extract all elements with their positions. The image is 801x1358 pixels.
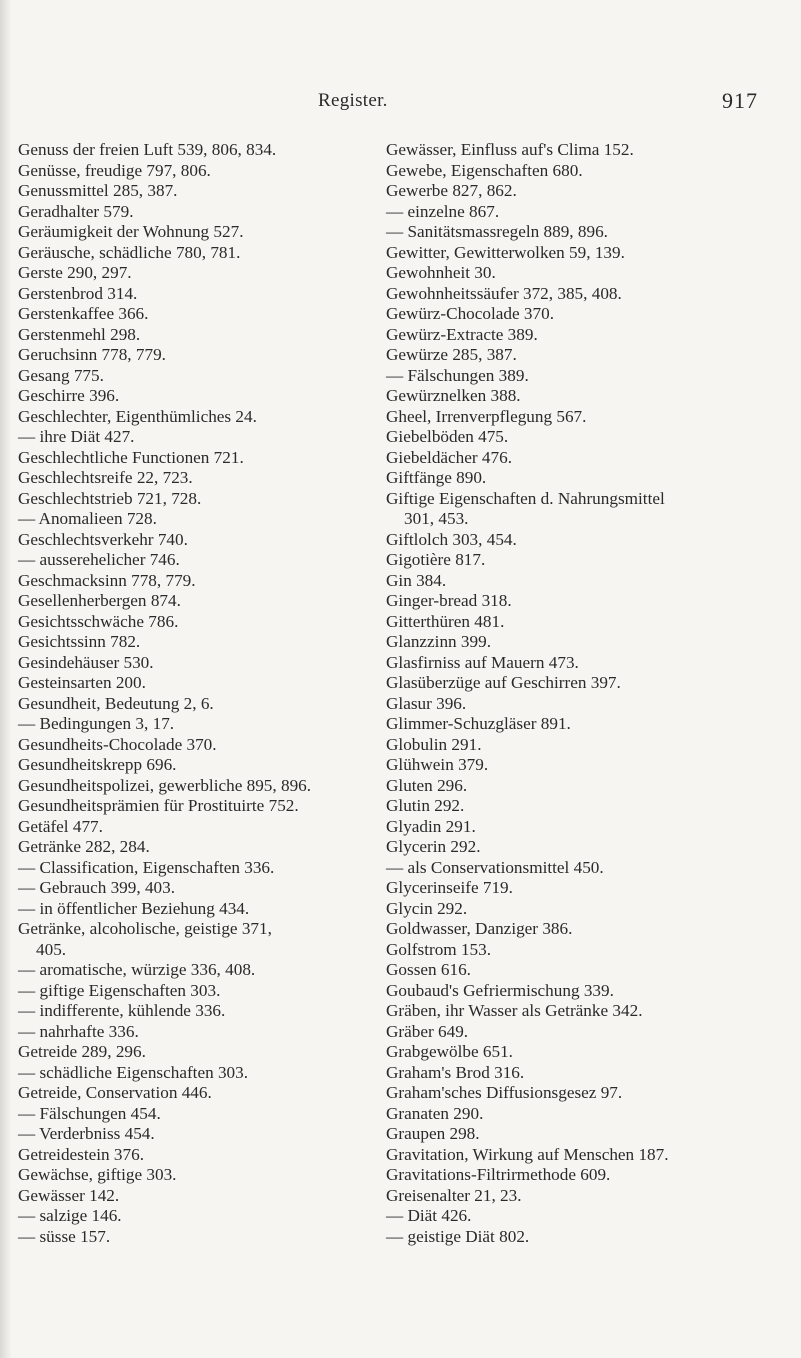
index-entry: Gesundheit, Bedeutung 2, 6.: [18, 693, 214, 713]
index-entry: Goubaud's Gefriermischung 339.: [386, 980, 614, 1000]
index-entry: Geräumigkeit der Wohnung 527.: [18, 222, 244, 241]
index-entry: — ausserehelicher 746.: [18, 550, 180, 569]
index-entry: Getreide 289, 296.: [18, 1042, 146, 1061]
index-entry: Genuss der freien Luft 539, 806, 834.: [18, 140, 277, 159]
index-entry: — Fälschungen 389.: [386, 365, 529, 385]
index-entry: Gigotière 817.: [386, 550, 486, 569]
index-entry: Globulin 291.: [386, 734, 482, 754]
index-entry: — Fälschungen 454.: [18, 1103, 161, 1123]
index-entry: — Anomalieen 728.: [18, 509, 157, 528]
index-entry: Glutin 292.: [386, 796, 465, 815]
index-entry: Gewässer, Einfluss auf's Clima 152.: [386, 140, 634, 159]
index-entry: Gitterthüren 481.: [386, 611, 505, 631]
index-entry: Gesichtsschwäche 786.: [18, 611, 179, 631]
index-entry: Geschlechtliche Functionen 721.: [18, 447, 244, 467]
index-entry: Giftige Eigenschaften d. Nahrungsmittel: [386, 488, 665, 508]
index-entry: Graupen 298.: [386, 1124, 480, 1143]
index-entry: — Sanitätsmassregeln 889, 896.: [386, 222, 608, 241]
index-entry: Graham'sches Diffusionsgesez 97.: [386, 1083, 623, 1102]
index-entry: Geschlechtstrieb 721, 728.: [18, 488, 202, 508]
index-entry: Gesundheitspolizei, gewerbliche 895, 896.: [18, 775, 312, 795]
index-entry: Gewitter, Gewitterwolken 59, 139.: [386, 242, 625, 262]
index-entry: Glasur 396.: [386, 693, 467, 713]
index-entry: Golfstrom 153.: [386, 939, 492, 959]
index-entry: Gossen 616.: [386, 960, 471, 979]
index-entry: Gravitation, Wirkung auf Menschen 187.: [386, 1144, 669, 1164]
index-entry: Gluten 296.: [386, 775, 468, 795]
index-entry: Ginger-bread 318.: [386, 591, 512, 610]
index-entry: — Bedingungen 3, 17.: [18, 714, 175, 733]
index-entry: — in öffentlicher Beziehung 434.: [18, 898, 250, 918]
index-entry: Getränke 282, 284.: [18, 837, 150, 856]
index-entry: — schädliche Eigenschaften 303.: [18, 1062, 249, 1082]
index-entry: Gerstenbrod 314.: [18, 283, 138, 303]
index-entry: Glycerinseife 719.: [386, 878, 513, 897]
index-entry: Glanzzinn 399.: [386, 632, 492, 651]
index-entry: Gewohnheit 30.: [386, 263, 496, 282]
index-entry: 301, 453.: [404, 509, 469, 528]
index-entry: Gewürze 285, 387.: [386, 345, 517, 364]
index-entry: — Classification, Eigenschaften 336.: [18, 857, 275, 877]
index-entry: Gerste 290, 297.: [18, 263, 132, 282]
index-entry: Gesang 775.: [18, 365, 104, 385]
index-entry: Gesindehäuser 530.: [18, 652, 154, 672]
index-entry: Gheel, Irrenverpflegung 567.: [386, 406, 587, 426]
index-entry: Gin 384.: [386, 570, 447, 590]
index-entry: — aromatische, würzige 336, 408.: [18, 960, 256, 979]
index-entry: — indifferente, kühlende 336.: [18, 1001, 226, 1020]
index-entry: Glycin 292.: [386, 898, 468, 918]
index-entry: Gewächse, giftige 303.: [18, 1165, 177, 1184]
index-entry: Getäfel 477.: [18, 816, 103, 836]
index-entry: — Verderbniss 454.: [18, 1124, 155, 1143]
index-entry: — Diät 426.: [386, 1206, 472, 1225]
index-entry: — einzelne 867.: [386, 201, 500, 221]
index-entry: Getränke, alcoholische, geistige 371,: [18, 919, 272, 938]
index-entry: — salzige 146.: [18, 1206, 122, 1225]
index-entry: Gewohnheitssäufer 372, 385, 408.: [386, 283, 622, 303]
index-entry: Gräber 649.: [386, 1021, 469, 1041]
index-entry: Gesundheits-Chocolade 370.: [18, 734, 217, 754]
index-entry: Geschlechtsreife 22, 723.: [18, 468, 193, 487]
index-entry: Geschlechtsverkehr 740.: [18, 529, 188, 549]
page-header: [0, 86, 801, 120]
index-entry: Geschirre 396.: [18, 386, 120, 405]
index-entry: Getreide, Conservation 446.: [18, 1083, 212, 1102]
index-entry: Gesteinsarten 200.: [18, 673, 146, 692]
index-entry: Gewürz-Chocolade 370.: [386, 304, 554, 323]
index-entry: Gesichtssinn 782.: [18, 632, 141, 651]
index-entry: Gewürznelken 388.: [386, 386, 521, 405]
index-entry: Giftlolch 303, 454.: [386, 529, 517, 549]
page-number: 917: [722, 88, 758, 113]
index-entry: Gräben, ihr Wasser als Getränke 342.: [386, 1001, 643, 1020]
index-entry: Getreidestein 376.: [18, 1144, 145, 1164]
index-entry: Genussmittel 285, 387.: [18, 181, 178, 200]
index-entry: Giebelböden 475.: [386, 427, 509, 446]
index-entry: Gerstenmehl 298.: [18, 324, 141, 344]
index-entry: Giebeldächer 476.: [386, 447, 512, 467]
index-entry: Gerstenkaffee 366.: [18, 304, 149, 323]
index-column-left: [18, 140, 370, 1247]
index-entry: Geradhalter 579.: [18, 201, 134, 221]
index-entry: Geschlechter, Eigenthümliches 24.: [18, 406, 257, 426]
index-column-right: [386, 140, 798, 1247]
index-entry: Gesundheitskrepp 696.: [18, 755, 177, 774]
index-entry: Geruchsinn 778, 779.: [18, 345, 166, 364]
index-entry: 405.: [36, 939, 67, 959]
index-entry: Giftfänge 890.: [386, 468, 487, 487]
running-title: Register.: [318, 90, 388, 111]
index-entry: — süsse 157.: [18, 1226, 111, 1246]
index-entry: Geräusche, schädliche 780, 781.: [18, 242, 241, 262]
index-entry: Gewebe, Eigenschaften 680.: [386, 160, 583, 180]
index-entry: Graham's Brod 316.: [386, 1062, 525, 1082]
index-entry: Glycerin 292.: [386, 837, 481, 856]
index-entry: Goldwasser, Danziger 386.: [386, 919, 573, 938]
index-entry: Gesundheitsprämien für Prostituirte 752.: [18, 796, 299, 815]
index-entry: Glasfirniss auf Mauern 473.: [386, 652, 579, 672]
index-entry: Grabgewölbe 651.: [386, 1042, 513, 1061]
index-entry: Glyadin 291.: [386, 816, 476, 836]
index-entry: — nahrhafte 336.: [18, 1021, 139, 1041]
index-entry: Glasüberzüge auf Geschirren 397.: [386, 673, 621, 692]
index-entry: Granaten 290.: [386, 1103, 484, 1123]
index-entry: Gewerbe 827, 862.: [386, 181, 517, 200]
index-entry: — Gebrauch 399, 403.: [18, 878, 176, 897]
index-entry: Gesellenherbergen 874.: [18, 591, 181, 610]
index-entry: Gewässer 142.: [18, 1185, 120, 1205]
index-entry: — als Conservationsmittel 450.: [386, 857, 604, 877]
index-entry: — ihre Diät 427.: [18, 427, 135, 446]
index-entry: — giftige Eigenschaften 303.: [18, 980, 221, 1000]
index-entry: Geschmacksinn 778, 779.: [18, 570, 196, 590]
index-entry: Greisenalter 21, 23.: [386, 1185, 522, 1205]
index-entry: Glühwein 379.: [386, 755, 489, 774]
index-entry: Gravitations-Filtrirmethode 609.: [386, 1165, 611, 1184]
page-edge-shadow: [0, 0, 12, 1358]
index-entry: Gewürz-Extracte 389.: [386, 324, 538, 344]
index-entry: — geistige Diät 802.: [386, 1226, 530, 1246]
index-entry: Genüsse, freudige 797, 806.: [18, 160, 211, 180]
index-entry: Glimmer-Schuzgläser 891.: [386, 714, 571, 733]
